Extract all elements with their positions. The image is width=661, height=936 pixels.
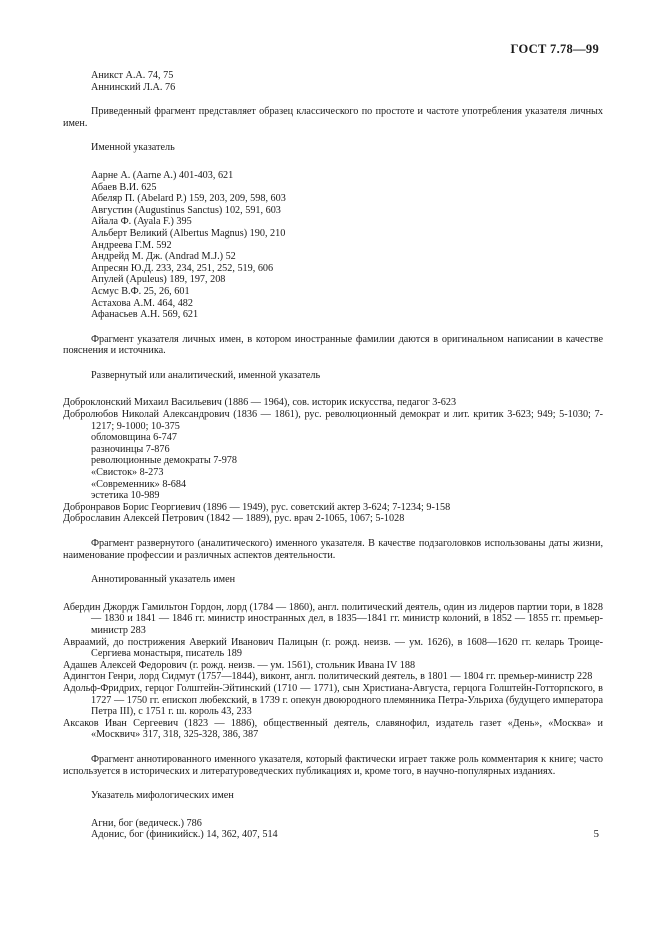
index-entry: Доброклонский Михаил Васильевич (1886 — 1964), сов. историк искусства, педагог 3-623 [63, 397, 457, 409]
section-note: Фрагмент указателя личных имен, в котором иностранные фамилии даются в оригинальном написании в качестве пояснения и источника. [63, 333, 603, 357]
index-subentry: «Современник» 8-684 [91, 478, 187, 490]
index-entry: Добролюбов Николай Александрович (1836 — 1861), рус. революционный демократ и лит. критик 3-623; 949; 5-1030; 7-1217; 9-1000; 10-375 [63, 409, 603, 432]
section-note: Фрагмент аннотированного именного указателя, который фактически играет также роль комментария к книге; часто используется в исторических и литературоведческих публикациях и, кроме того, в научно-популярных изданиях. [63, 753, 603, 777]
index-entry: Апресян Ю.Д. 233, 234, 251, 252, 519, 606 [91, 262, 274, 274]
page-number: 5 [593, 828, 599, 840]
paragraph: Приведенный фрагмент представляет образец классического по простоте и частоте употребления указателя личных имен. [63, 106, 603, 129]
index-entry: Абаев В.И. 625 [91, 181, 157, 193]
index-entry: Апулей (Apuleus) 189, 197, 208 [91, 274, 226, 286]
index-entry: Аарне А. (Aarne A.) 401-403, 621 [91, 169, 234, 181]
index-entry: Альберт Великий (Albertus Magnus) 190, 210 [91, 227, 286, 239]
index-subentry: эстетика 10-989 [91, 490, 160, 502]
index-entry: Адашев Алексей Федорович (г. рожд. неизв. — ум. 1561), стольник Ивана IV 188 [63, 659, 416, 671]
section-title: Именной указатель [91, 142, 175, 154]
index-entry: Аксаков Иван Сергеевич (1823 — 1886), общественный деятель, славянофил, издатель газет «День», «Москва» и «Москвич» 317, 318, 325-328, 386, 387 [63, 717, 603, 741]
intro-entries [63, 70, 603, 93]
mythological-index-list [63, 818, 603, 841]
index-entry: Авраамий, до пострижения Аверкий Иванович Палицын (г. рожд. неизв. — ум. 1626), в 1608—1620 гг. келарь Троице-Сергиева монастыря, писатель 189 [63, 636, 603, 660]
annotated-index-list [63, 602, 603, 741]
index-entry: Доброславин Алексей Петрович (1842 — 1889), рус. врач 2-1065, 1067; 5-1028 [63, 513, 405, 525]
index-entry: Абердин Джордж Гамильтон Гордон, лорд (1784 — 1860), англ. политический деятель, один из лидеров партии тори, в 1828 — 1830 и 1841 — 1846 гг. министр иностранных дел, в 1835—1841 гг. министр колоний, в 1852 — 1855 гг. премьер-министр 283 [63, 601, 603, 636]
standard-code-header: ГОСТ 7.78—99 [510, 42, 599, 56]
analytic-index-list [63, 397, 603, 525]
index-entry: Адольф-Фридрих, герцог Голштейн-Эйтинский (1710 — 1771), сын Христиана-Августа, герцога Голштейн-Готторпского, в 1727 — 1750 гг. епископ любекский, в 1739 г. опекун двоюродного племянника Петра-Ульриха (будущего императора Петра III), с 1751 г. ш. король 43, 233 [63, 682, 603, 718]
index-entry: Андрейд М. Дж. (Andrad M.J.) 52 [91, 251, 236, 263]
index-entry: Андреева Г.М. 592 [91, 239, 172, 251]
index-entry: Афанасьев А.Н. 569, 621 [91, 309, 199, 321]
index-entry: Адонис, бог (финикийск.) 14, 362, 407, 514 [91, 829, 278, 841]
name-index-list [63, 170, 603, 321]
index-subentry: обломовщина 6-747 [91, 432, 177, 444]
index-entry: Асмус В.Ф. 25, 26, 601 [91, 285, 190, 297]
index-entry: Агни, бог (ведическ.) 786 [91, 817, 202, 829]
index-entry: Августин (Augustinus Sanctus) 102, 591, 603 [91, 204, 281, 216]
document-body [63, 70, 603, 841]
index-entry: Добронравов Борис Георгиевич (1896 — 1949), рус. советский актер 3-624; 7-1234; 9-158 [63, 501, 451, 513]
index-subentry: разночинцы 7-876 [91, 443, 170, 455]
section-title: Указатель мифологических имен [91, 790, 234, 802]
index-entry: Аникст А.А. 74, 75 [91, 70, 174, 81]
section-title: Развернутый или аналитический, именной указатель [91, 369, 321, 381]
index-entry: Айала Ф. (Ayala F.) 395 [91, 216, 192, 228]
section-note: Фрагмент развернутого (аналитического) именного указателя. В качестве подзаголовков использованы даты жизни, наименование профессии и различных аспектов деятельности. [63, 538, 603, 561]
index-entry: Адингтон Генри, лорд Сидмут (1757—1844), виконт, англ. политический деятель, в 1801 — 1804 гг. премьер-министр 228 [63, 671, 593, 683]
index-subentry: революционные демократы 7-978 [91, 455, 237, 467]
index-entry: Астахова А.М. 464, 482 [91, 297, 193, 309]
index-entry: Аннинский Л.А. 76 [91, 81, 176, 93]
section-title: Аннотированный указатель имен [91, 574, 236, 586]
index-entry: Абеляр П. (Abelard P.) 159, 203, 209, 598, 603 [91, 193, 286, 205]
index-subentry: «Свисток» 8-273 [91, 467, 164, 479]
